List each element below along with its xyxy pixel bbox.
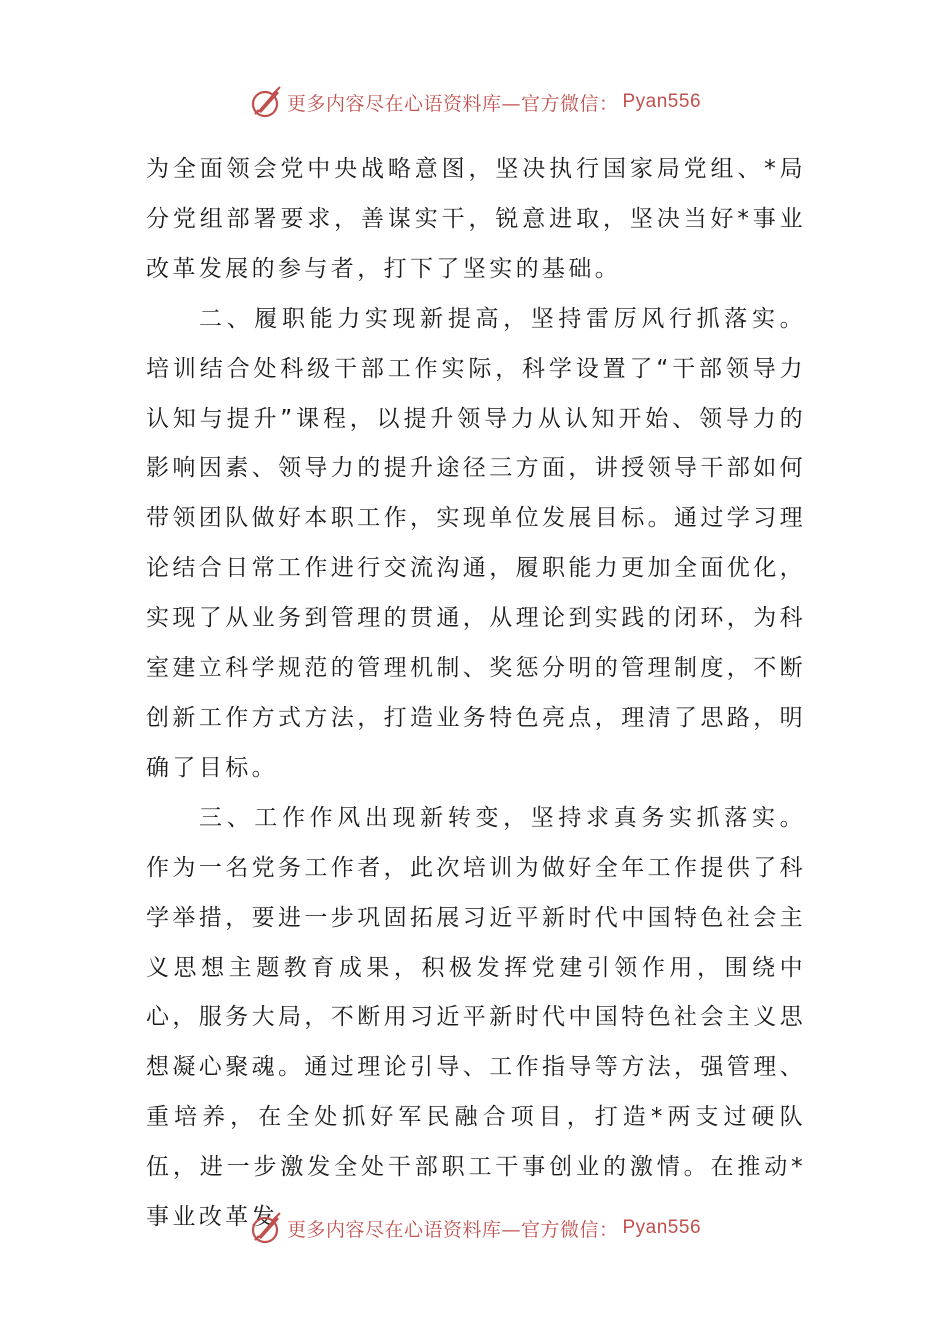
quill-pen-logo-icon (249, 1210, 285, 1246)
header-wechat-id: Pyan556 (622, 91, 702, 112)
paragraph-3: 三、工作作风出现新转变，坚持求真务实抓落实。作为一名党务工作者，此次培训为做好全年工作提供了科学举措，要进一步巩固拓展习近平新时代中国特色社会主义思想主题教育成果，积极发挥党建引领作用，围绕中心，服务大局，不断用习近平新时代中国特色社会主义思想凝心聚魂。通过理论引导、工作指导等方法，强管理、重培养，在全处抓好军民融合项目，打造*两支过硬队伍，进一步激发全处干部职工干事创业的激情。在推动*事业改革发 (146, 804, 806, 1231)
footer-wechat-id: Pyan556 (622, 1217, 702, 1238)
quill-pen-logo-icon (249, 84, 285, 120)
paragraph-1: 为全面领会党中央战略意图，坚决执行国家局党组、*局分党组部署要求，善谋实干，锐意进取，坚决当好*事业改革发展的参与者，打下了坚实的基础。 (146, 156, 806, 282)
header-brand-text: 更多内容尽在心语资料库— (286, 92, 521, 115)
footer-brand-text: 更多内容尽在心语资料库— (286, 1218, 521, 1241)
header-banner (0, 82, 950, 122)
paragraph-2: 二、履职能力实现新提高，坚持雷厉风行抓落实。培训结合处科级干部工作实际，科学设置了“干部领导力认知与提升”课程，以提升领导力从认知开始、领导力的影响因素、领导力的提升途径三方面，讲授领导干部如何带领团队做好本职工作，实现单位发展目标。通过学习理论结合日常工作进行交流沟通，履职能力更加全面优化，实现了从业务到管理的贯通，从理论到实践的闭环，为科室建立科学规范的管理机制、奖惩分明的管理制度，不断创新工作方式方法，打造业务特色亮点，理清了思路，明确了目标。 (146, 305, 806, 781)
footer-banner (0, 1208, 950, 1248)
header-wechat-label: 官方微信： (520, 92, 619, 115)
document-body (146, 145, 806, 1243)
footer-wechat-label: 官方微信： (520, 1218, 619, 1241)
